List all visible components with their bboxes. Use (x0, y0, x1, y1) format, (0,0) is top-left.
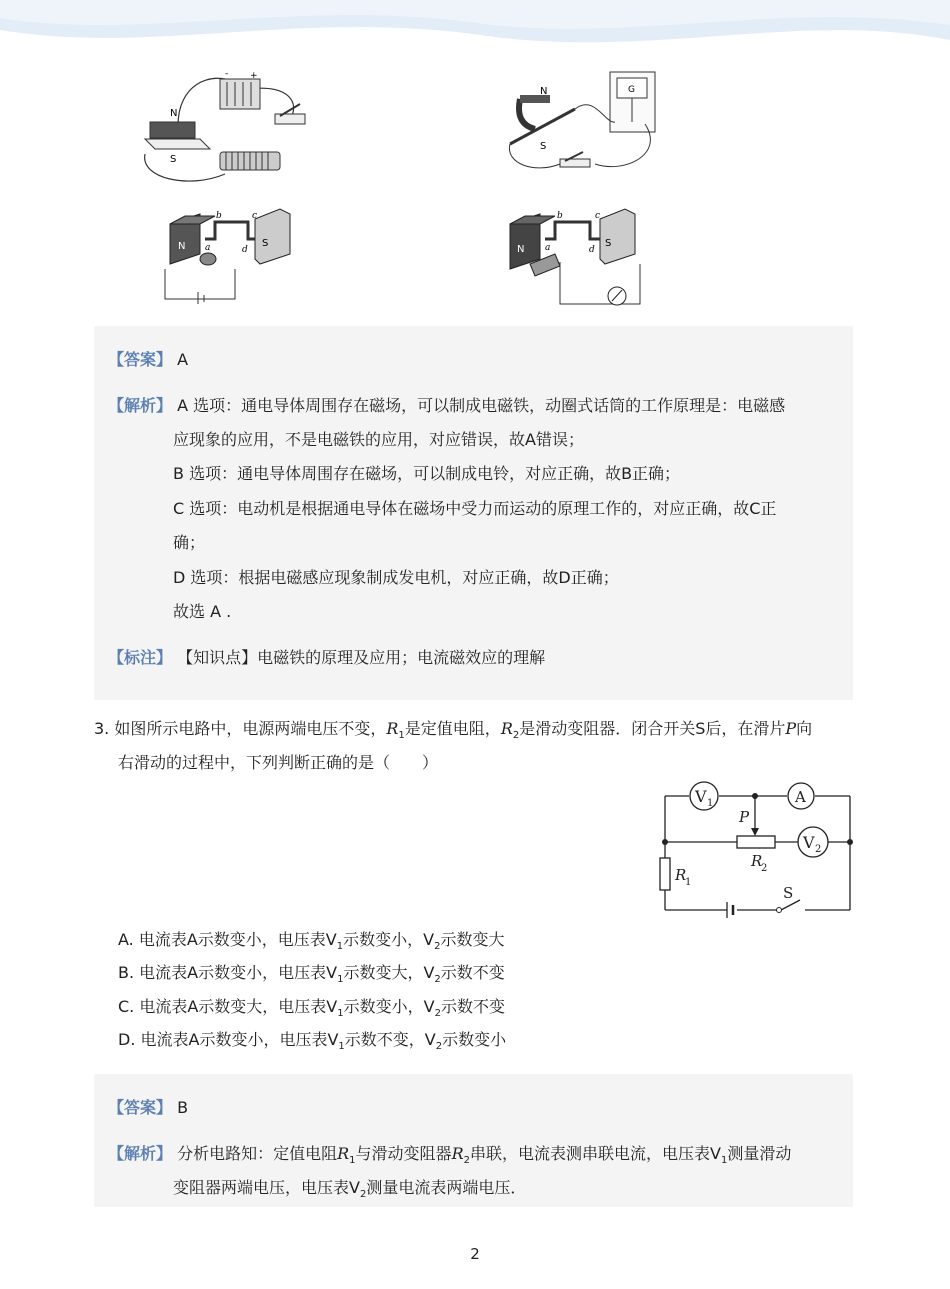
subscript: 1 (338, 1041, 345, 1053)
analysis-line: B 选项：通电导体周围存在磁场，可以制成电铃，对应正确，故B正确； (173, 464, 681, 483)
s-label: S (783, 884, 794, 902)
analysis-tag: 【解析】 (108, 396, 173, 415)
south-label-2: S (540, 141, 547, 152)
question-3-line-2: 右滑动的过程中，下列判断正确的是（ ） (118, 753, 439, 772)
r-symbol: R (451, 1144, 464, 1163)
galvanometer-figure (505, 64, 695, 189)
analysis-text: 与滑动变阻器 (355, 1144, 452, 1163)
r2-symbol: R (500, 719, 513, 738)
analysis-line: C 选项：电动机是根据通电导体在磁场中受力而运动的原理工作的，对应正确，故C正 (173, 499, 777, 518)
motor-south-label: S (262, 238, 269, 249)
plus-label: + (250, 71, 258, 81)
analysis-text: 变阻器两端电压，电压表V (173, 1178, 360, 1197)
subscript: 1 (720, 1155, 728, 1167)
south-label: S (170, 154, 177, 165)
label-c: c (252, 211, 258, 221)
subscript: 1 (398, 730, 405, 742)
answer-tag: 【答案】 (108, 1098, 173, 1117)
north-label: N (170, 108, 178, 119)
option-text: 示数变大 (440, 930, 505, 949)
analysis-tag: 【解析】 (108, 1144, 173, 1163)
subscript: 2 (359, 1189, 367, 1201)
subscript: 2 (434, 974, 441, 986)
label-a: a (205, 243, 211, 253)
circuit-diagram (655, 780, 860, 925)
motor-battery-figure (160, 204, 300, 309)
option-a[interactable] (118, 928, 504, 959)
option-text: 电流表A示数变大，电压表V (139, 997, 338, 1016)
option-text: 示数不变 (440, 997, 505, 1016)
answer-value: A (177, 350, 189, 369)
minus-label: - (225, 69, 229, 79)
note-text: 【知识点】电磁铁的原理及应用；电流磁效应的理解 (177, 648, 546, 667)
option-label: B. (118, 963, 135, 982)
subscript: 2 (434, 941, 441, 953)
question-text: 是定值电阻， (404, 719, 501, 738)
option-label: D. (118, 1030, 136, 1049)
v1-sub: 1 (707, 798, 714, 809)
option-text: 示数不变 (440, 963, 505, 982)
analysis-line: 应现象的应用，不是电磁铁的应用，对应错误，故A错误； (173, 430, 584, 449)
answer-tag: 【答案】 (108, 350, 173, 369)
page-number: 2 (470, 1245, 480, 1263)
question-text: 是滑动变阻器．闭合开关S后，在滑片 (519, 719, 786, 738)
p-symbol: P (785, 719, 797, 738)
header-wave-decoration (0, 0, 950, 70)
north-label-2: N (540, 86, 548, 97)
option-text: 电流表A示数变小，电压表V (140, 1030, 339, 1049)
option-label: C. (118, 997, 135, 1016)
label-b: b (216, 211, 222, 221)
analysis-text: 分析电路知：定值电阻 (177, 1144, 338, 1163)
gen-label-d: d (589, 245, 595, 255)
a-label: A (795, 788, 806, 806)
label-d: d (242, 245, 248, 255)
r1-label: R (675, 866, 687, 884)
option-c[interactable] (118, 995, 505, 1026)
p-label: P (739, 808, 750, 826)
note-tag: 【标注】 (108, 648, 173, 667)
v2-sub: 2 (815, 844, 822, 855)
analysis-line: D 选项：根据电磁感应现象制成发电机，对应正确，故D正确； (173, 568, 619, 587)
subscript: 2 (512, 730, 520, 742)
analysis-line: A 选项：通电导体周围存在磁场，可以制成电磁铁，动圈式话筒的工作原理是：电磁感 (177, 396, 786, 415)
resistor-r2 (737, 836, 775, 848)
question-text: 向 (796, 719, 813, 738)
gen-label-b: b (557, 211, 563, 221)
subscript: 2 (463, 1155, 470, 1167)
r2-sub: 2 (761, 863, 768, 874)
option-text: 示数变小 (442, 1030, 507, 1049)
option-text: 电流表A示数变小，电压表V (139, 963, 338, 982)
r2-label: R (751, 852, 763, 870)
subscript: 1 (337, 1008, 344, 1020)
resistor-r1 (660, 858, 670, 890)
subscript: 1 (336, 941, 344, 953)
analysis-line: 确； (173, 533, 206, 552)
option-text: 示数变小，V (343, 930, 435, 949)
subscript: 1 (349, 1155, 356, 1167)
option-text: 电流表A示数变小，电压表V (138, 930, 337, 949)
r1-symbol: R (386, 719, 399, 738)
gen-label-c: c (595, 211, 601, 221)
gen-label-a: a (545, 243, 551, 253)
electromagnet-circuit-figure (130, 64, 320, 189)
analysis-line: 故选 A . (173, 602, 232, 621)
gen-north-label: N (517, 244, 525, 255)
generator-meter-figure (505, 204, 655, 314)
subscript: 1 (337, 974, 344, 986)
subscript: 2 (435, 1041, 443, 1053)
option-b[interactable] (118, 961, 505, 992)
v1-label: V (695, 787, 707, 806)
figure-group (130, 64, 690, 314)
analysis-text: 串联，电流表测串联电流，电压表V (469, 1144, 721, 1163)
motor-north-label: N (178, 241, 186, 252)
r1-sub: 1 (685, 877, 692, 888)
question-3-line-1 (94, 717, 812, 748)
option-d[interactable] (118, 1028, 506, 1059)
answer-box-3 (94, 1074, 853, 1207)
gen-south-label: S (605, 238, 612, 249)
option-text: 示数变大，V (343, 963, 435, 982)
r-symbol: R (337, 1144, 350, 1163)
question-number: 3. (94, 719, 110, 738)
answer-box-1 (94, 326, 853, 700)
option-label: A. (118, 930, 134, 949)
option-text: 示数不变，V (344, 1030, 436, 1049)
analysis-text: 测量滑动 (727, 1144, 792, 1163)
question-text: 如图所示电路中，电源两端电压不变， (114, 719, 387, 738)
galvanometer-g-label: G (628, 85, 635, 95)
option-text: 示数变小，V (343, 997, 435, 1016)
v2-label: V (803, 833, 815, 852)
answer-value: B (177, 1098, 189, 1117)
subscript: 2 (434, 1008, 441, 1020)
analysis-text: 测量电流表两端电压． (366, 1178, 527, 1197)
